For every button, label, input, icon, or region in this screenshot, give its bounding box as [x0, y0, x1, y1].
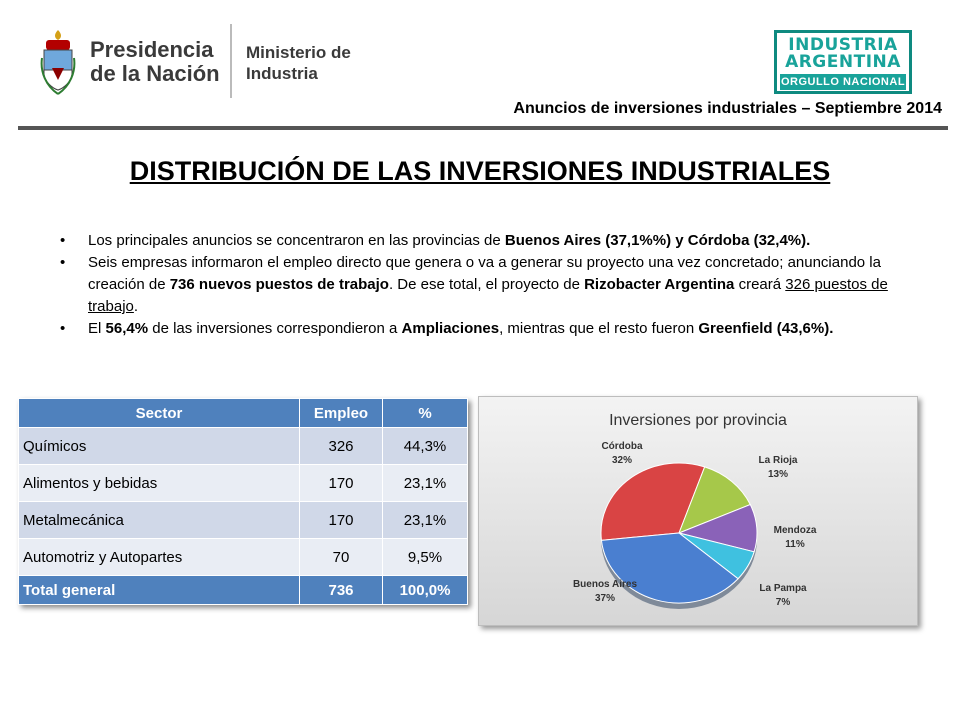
cell-percent: 23,1%: [383, 502, 468, 539]
chart-title: Inversiones por provincia: [609, 412, 787, 429]
bullet-text: Los principales anuncios se concentraron en las provincias de: [88, 232, 505, 249]
bullet-item: [56, 252, 916, 318]
pie-label-category: Córdoba: [601, 441, 643, 452]
ministerio-line2: Industria: [246, 64, 318, 83]
bullet-bold: Ampliaciones: [401, 320, 500, 337]
presidencia-line2: de la Nación: [90, 61, 220, 86]
bullet-bold: Buenos Aires (37,1%%) y Córdoba (32,4%).: [504, 232, 811, 249]
total-percent: 100,0%: [383, 576, 468, 605]
pie-label-value: 7%: [775, 597, 791, 608]
bullet-text: de las inversiones correspondieron a: [148, 320, 402, 337]
bullet-item: [56, 318, 916, 340]
header-rule: [18, 126, 948, 130]
pie-label-value: 32%: [611, 455, 633, 466]
pie-label-value: 13%: [767, 469, 789, 480]
bullet-bold: 736 nuevos puestos de trabajo: [169, 276, 389, 293]
cell-empleo: 170: [300, 502, 383, 539]
summary-bullets: [56, 230, 916, 340]
presidencia-logo: [40, 24, 380, 104]
cell-empleo: 326: [300, 428, 383, 465]
bullet-text: El: [88, 320, 106, 337]
table-row: [19, 502, 468, 539]
pie-label-category: La Pampa: [759, 583, 807, 594]
bullet-text: .: [133, 298, 139, 315]
pie-label-category: Buenos Aires: [572, 579, 638, 590]
cell-percent: 44,3%: [383, 428, 468, 465]
bullet-underlined: 326 puestos de trabajo: [88, 276, 888, 315]
cell-empleo: 70: [300, 539, 383, 576]
pie-label-value: 37%: [594, 593, 616, 604]
table-row: [19, 465, 468, 502]
bullet-text: , mientras que el resto fueron: [499, 320, 699, 337]
pie-chart-panel: [478, 396, 918, 626]
cell-sector: Automotriz y Autopartes: [19, 539, 300, 576]
logo-line3: ORGULLO NACIONAL: [780, 76, 906, 88]
header-empleo: Empleo: [300, 399, 383, 428]
header-subtitle: Anuncios de inversiones industriales – Septiembre 2014: [513, 100, 942, 117]
table-row: [19, 539, 468, 576]
header-sector: Sector: [19, 399, 300, 428]
cell-percent: 23,1%: [383, 465, 468, 502]
logo-line2: ARGENTINA: [785, 52, 901, 72]
bullet-text: Seis empresas informaron el empleo directo que genera o va a generar su proyecto una vez concretado; anunciando la creación de: [88, 254, 881, 293]
presidencia-line1: Presidencia: [90, 37, 214, 62]
industria-argentina-logo: [774, 30, 912, 94]
table-row: [19, 428, 468, 465]
table-header-row: [19, 399, 468, 428]
table-total-row: [19, 576, 468, 605]
page-title: DISTRIBUCIÓN DE LAS INVERSIONES INDUSTRIALES: [129, 156, 831, 186]
cell-empleo: 170: [300, 465, 383, 502]
ministerio-line1: Ministerio de: [246, 43, 351, 62]
bullet-bold: Greenfield (43,6%).: [698, 320, 834, 337]
pie-label-category: La Rioja: [758, 455, 798, 466]
bullet-bold: Rizobacter Argentina: [584, 276, 735, 293]
employment-table: [18, 398, 468, 605]
logo-divider: [230, 24, 232, 98]
bullet-item: [56, 230, 916, 252]
bullet-text: . De ese total, el proyecto de: [388, 276, 585, 293]
cell-sector: Alimentos y bebidas: [19, 465, 300, 502]
cell-percent: 9,5%: [383, 539, 468, 576]
pie-label-value: 11%: [785, 539, 805, 550]
total-empleo: 736: [300, 576, 383, 605]
total-label: Total general: [19, 576, 300, 605]
bullet-bold: 56,4%: [105, 320, 149, 337]
pie-chart: [479, 397, 917, 625]
bullet-text: creará: [734, 276, 786, 293]
cell-sector: Metalmecánica: [19, 502, 300, 539]
coat-of-arms-icon: [40, 28, 76, 96]
logo-line1: INDUSTRIA: [788, 35, 898, 55]
cell-sector: Químicos: [19, 428, 300, 465]
header-percent: %: [383, 399, 468, 428]
pie-label-category: Mendoza: [773, 525, 817, 536]
